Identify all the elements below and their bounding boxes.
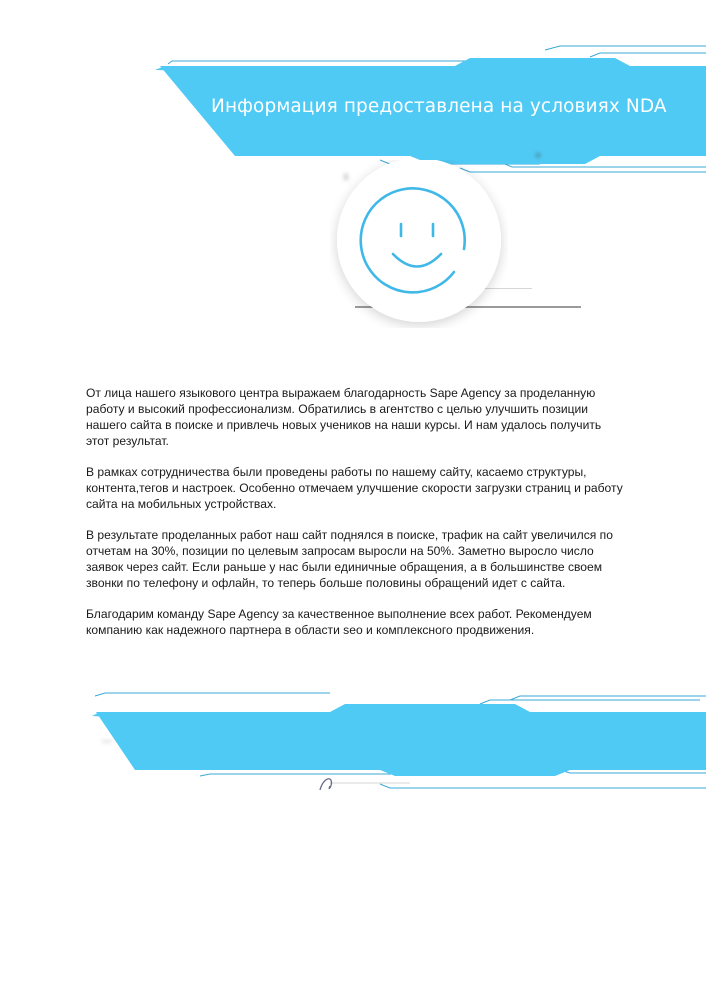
nda-banner-title: Информация предоставлена на условиях NDA xyxy=(211,96,667,117)
obscured-text-fragment: — xyxy=(102,736,112,747)
letter-paragraph: Благодарим команду Sape Agency за качественное выполнение всех работ. Рекомендуем компанию как надежного партнера в области seo и комплексного продвижения. xyxy=(86,607,592,637)
smiley-face-icon xyxy=(330,160,508,328)
letter-paragraph: В рамках сотрудничества были проведены работы по нашему сайту, касаемо структуры, контента,тегов и настроек. Особенно отмечаем улучшение скорости загрузки страниц и работу сайта на мобильных устройствах. xyxy=(86,465,623,511)
obscured-text-fragment: • xyxy=(536,148,541,162)
bottom-nda-banner xyxy=(96,704,706,776)
letter-body xyxy=(86,385,626,653)
letter-paragraph: В результате проделанных работ наш сайт поднялся в поиске, трафик на сайт увеличился по отчетам на 30%, позиции по целевым запросам выросли на 50%. Заметно выросло число заявок через сайт. Если раньше у нас были единичные обращения, а в большинстве своем звонки по телефону и офлайн, то теперь больше половины обращений идет с сайта. xyxy=(86,528,613,590)
signature-fragment xyxy=(320,779,331,790)
letter-paragraph: От лица нашего языкового центра выражаем благодарность Sape Agency за проделанную работу и высокий профессионализм. Обратились в агентство с целью улучшить позиции нашего сайта в поиске и привлечь новых учеников на наши курсы. И нам удалось получить этот результат. xyxy=(86,386,602,448)
obscured-text-fragment: ᵡ xyxy=(344,172,348,184)
